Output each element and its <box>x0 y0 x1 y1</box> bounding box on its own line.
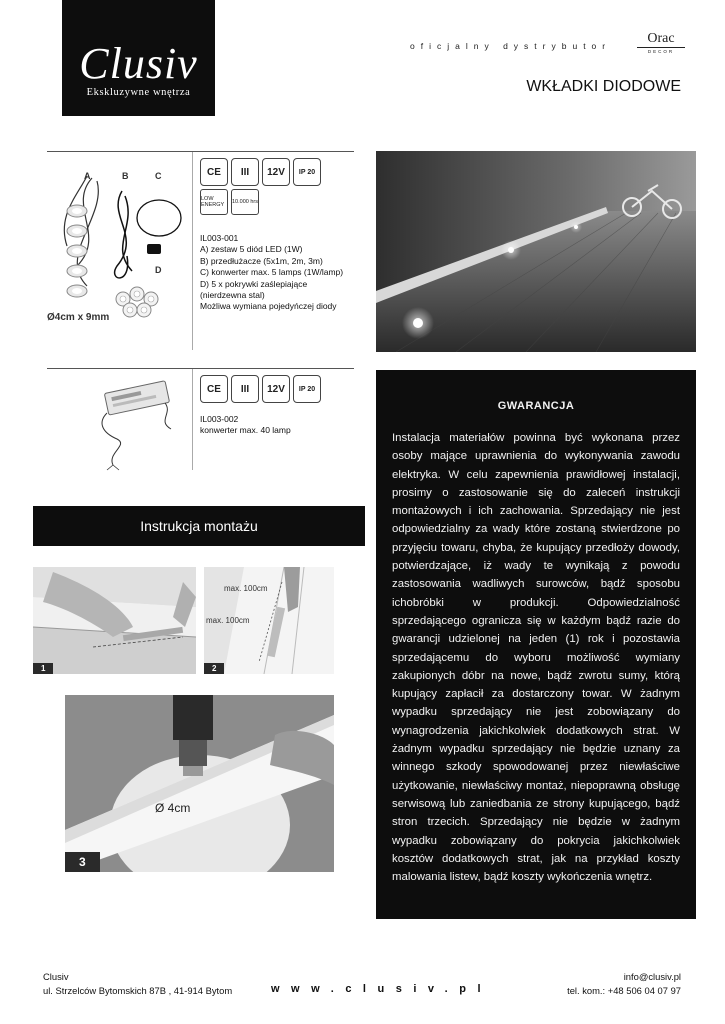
card-vertical-divider <box>192 369 193 470</box>
card-vertical-divider <box>192 152 193 350</box>
lifetime-hours-icon: 10.000 hrs <box>231 189 259 215</box>
warranty-panel <box>376 370 696 919</box>
step-number: 2 <box>204 663 224 674</box>
page-title: WKŁADKI DIODOWE <box>526 78 681 95</box>
certification-icons <box>200 375 321 403</box>
footer-phone: tel. kom.: +48 506 04 07 97 <box>567 985 681 996</box>
card-divider-line <box>47 368 354 369</box>
product-line: C) konwerter max. 5 lamps (1W/lamp) <box>200 267 344 278</box>
energy-icons <box>200 189 259 215</box>
footer-contact <box>567 970 681 998</box>
partner-logo-sub: DECOR <box>637 47 685 54</box>
label-a: A <box>84 171 91 181</box>
measure-label: max. 100cm <box>224 584 268 593</box>
label-d: D <box>155 265 162 275</box>
warranty-title: GWARANCJA <box>497 400 575 412</box>
partner-logo <box>637 32 685 54</box>
instructions-title-bar <box>33 506 365 546</box>
step-number: 3 <box>65 852 100 872</box>
certification-icons <box>200 158 321 186</box>
ce-icon: CE <box>200 158 228 186</box>
dimension-label: Ø4cm x 9mm <box>47 312 110 323</box>
product-line: A) zestaw 5 diód LED (1W) <box>200 244 303 255</box>
brand-name: Clusiv <box>79 39 198 88</box>
instructions-title: Instrukcja montażu <box>140 518 258 534</box>
class-iii-icon: III <box>231 158 259 186</box>
label-c: C <box>155 171 162 181</box>
voltage-icon: 12V <box>262 375 290 403</box>
product-description <box>200 233 343 313</box>
footer-website-link[interactable]: www.clusiv.pl <box>271 983 493 995</box>
product-card-il003-001 <box>47 151 354 351</box>
product-line: B) przedłużacze (5x1m, 2m, 3m) <box>200 255 323 266</box>
low-energy-icon: LOW ENERGY <box>200 189 228 215</box>
product-card-il003-002 <box>47 368 354 471</box>
ip-rating-icon: IP 20 <box>293 375 321 403</box>
ip-rating-icon: IP 20 <box>293 158 321 186</box>
step-3-illustration <box>65 695 334 872</box>
product-line: konwerter max. 40 lamp <box>200 425 291 436</box>
product-description <box>200 414 291 437</box>
led-kit-photo <box>47 156 189 331</box>
voltage-icon: 12V <box>262 158 290 186</box>
partner-logo-name: Orac <box>647 31 675 46</box>
footer-company: Clusiv <box>43 971 69 982</box>
distributor-text: oficjalny dystrybutor <box>410 41 612 51</box>
measure-label: max. 100cm <box>206 616 250 625</box>
product-code: IL003-002 <box>200 414 239 424</box>
step-3-photo <box>65 695 334 872</box>
converter-photo <box>47 373 189 473</box>
footer-street: ul. Strzelców Bytomskich 87B , 41-914 Bytom <box>43 985 233 996</box>
step-1-photo <box>33 567 196 674</box>
step-2-photo <box>204 567 334 674</box>
brand-tagline: Ekskluzywne wnętrza <box>86 87 191 98</box>
ce-icon: CE <box>200 375 228 403</box>
interior-led-scene-photo <box>376 151 696 352</box>
product-line: (nierdzewna stal) <box>200 290 265 301</box>
step-number: 1 <box>33 663 53 674</box>
brand-logo[interactable] <box>62 0 215 116</box>
product-line: Możliwa wymiana pojedyńczej diody <box>200 301 337 312</box>
footer-email-link[interactable]: info@clusiv.pl <box>623 971 681 982</box>
product-code: IL003-001 <box>200 233 239 243</box>
warranty-text: Instalacja materiałów powinna być wykonana przez osoby mające uprawnienia do wykonywania zawodu elektryka. W celu zapewnienia prawidłowej instalacji, prosimy o zastosowanie się do zaleceń instrukcji montażowych i ich zachowania. Sprzedający nie jest odpowiedzialny za wady które zostaną stwierdzone po przyjęciu towaru, chyba, że kupujący przedłoży dowody, potwierdzające, iż wady te wynikają z powodu zastosowania wadliwych surowców, bądź sposobu ichobróbki w produkcji. Odpowiedzialność sprzedającego ogranicza się w każdym bądź razie do gwarancji udzielonej na jeden (1) rok i pozostawia sprzedającemu do wyboru możliwość wymiany zakupionych dóbr na nowe, bądź zwrotu sumy, którą kupujący zapłacił za dostarczony towar. W żadnym wypadku sprzedający nie jest zobowiązany do wynagrodzenia jakichkolwiek dodatkowych strat. W żadnym wypadku sprzedający nie będzie uznany za winnego szkody spowodowanej przez niewłaściwe użytkowanie, niewłaściwy montaż, niepoprawną obsługę serwisową lub zaniedbania ze strony kupującego, bądź stron trzecich. Sprzedający nie będzie w żadnym wypadku zobowiązany do pokrycia jakichkolwiek kosztów dodatkowych strat, jak na przykład koszty malowania listew, bądź koszty wykończenia wnętrz. <box>392 432 680 884</box>
hole-diameter-label: Ø 4cm <box>155 801 191 815</box>
card-divider-line <box>47 151 354 152</box>
label-b: B <box>122 171 129 181</box>
product-line: D) 5 x pokrywki zaślepiające <box>200 278 308 289</box>
class-iii-icon: III <box>231 375 259 403</box>
step-1-illustration <box>33 567 196 674</box>
footer-address <box>43 970 232 998</box>
